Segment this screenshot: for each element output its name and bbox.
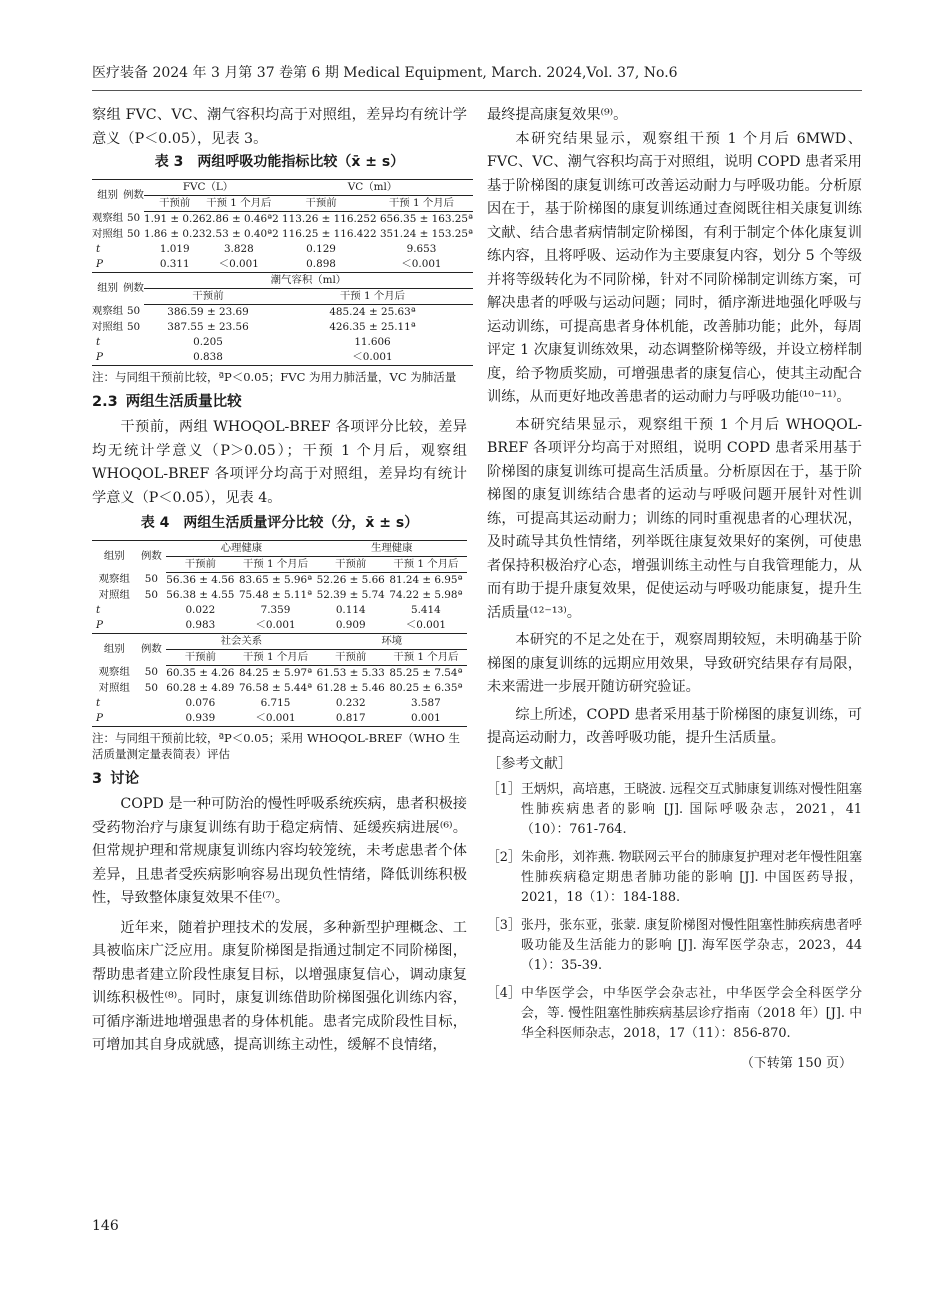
table-cell-c: 61.53 ± 5.33: [316, 666, 385, 679]
table-cell-d: 3.587: [411, 696, 441, 709]
table-cell-n: [137, 711, 167, 727]
t3-h-fvc: FVC（L）: [144, 179, 272, 195]
table-cell-b: 11.606: [354, 335, 391, 348]
discussion-paragraph-2: 近年来，随着护理技术的发展，多种新型护理概念、工具被临床广泛应用。康复阶梯图是指通过制定不同阶梯图，帮助患者建立阶段性康复目标，以增强康复信心，调动康复训练积极性⁽⁸⁾。同时，康复训练借助阶梯图强化训练内容，可循序渐进地增强患者的身体机能。患者完成阶段性目标，可增加其自身成就感，提高训练主动性，缓解不良情绪，: [92, 919, 467, 1053]
table-cell-g: 观察组: [98, 666, 130, 679]
t4-h-group: 组别: [92, 633, 137, 665]
t3-h-vc: VC（ml）: [272, 179, 473, 195]
table-cell-n: 50: [126, 212, 141, 225]
reference-number: ［2］: [487, 850, 521, 865]
table-cell-a: 1.019: [159, 242, 190, 255]
table-cell-b: 3.828: [223, 242, 254, 255]
section-3-heading: [92, 768, 467, 792]
t3-h-before: 干预前: [144, 195, 206, 211]
table-cell-d: 74.22 ± 5.98ª: [389, 588, 463, 601]
discussion-paragraph-5: 本研究的不足之处在于，观察周期较短，未明确基于阶梯图的康复训练的远期应用效果，导致研究结果存有局限，未来需进一步展开随访研究验证。: [487, 632, 862, 695]
table-cell-g: P: [96, 618, 103, 631]
table-cell-a: 387.55 ± 23.56: [167, 320, 249, 333]
table-cell-a: 1.91 ± 0.26: [143, 212, 206, 225]
right-column: [487, 104, 862, 1076]
t3-row-tv: [92, 350, 473, 366]
t4-h-env: 环境: [317, 633, 467, 649]
table-cell-a: 1.86 ± 0.23: [143, 227, 206, 240]
table-cell-a: 0.076: [185, 696, 216, 709]
table-cell-a: 60.35 ± 4.26: [166, 666, 235, 679]
t3-row: [92, 242, 473, 257]
table-cell-n: 50: [144, 588, 158, 601]
table-cell-n: [123, 335, 144, 350]
table-cell-n: 50: [144, 573, 158, 586]
t3-h-after: 干预 1 个月后: [370, 195, 473, 211]
table-cell-a: 0.022: [185, 603, 216, 616]
table-cell-b: ＜0.001: [218, 257, 259, 270]
t3-row-tv: [92, 335, 473, 350]
table-cell-n: 50: [126, 320, 141, 333]
table-cell-b: 76.58 ± 5.44ª: [238, 681, 313, 694]
t4-h-n: 例数: [137, 540, 167, 572]
table-cell-n: 50: [144, 681, 158, 694]
t4-h-group: 组别: [92, 540, 137, 572]
running-header: 医疗装备 2024 年 3 月第 37 卷第 6 期 Medical Equipment, March. 2024,Vol. 37, No.6: [92, 65, 678, 81]
conclusion-paragraph: 综上所述，COPD 患者采用基于阶梯图的康复训练，可提高运动耐力，改善呼吸功能，提升生活质量。: [487, 706, 862, 746]
table-cell-g: t: [96, 335, 101, 348]
t4-h-before: 干预前: [317, 556, 385, 572]
t4-h-phy: 生理健康: [317, 540, 467, 556]
table-cell-n: 50: [126, 305, 141, 318]
reference-text: 王炳炽，高培惠，王晓波. 远程交互式肺康复训练对慢性阻塞性肺疾病患者的影响 [J]. 国际呼吸杂志，2021，41（10）：761-764.: [521, 782, 862, 837]
t3-h-n: 例数: [123, 179, 144, 211]
results-paragraph-continued: 察组 FVC、VC、潮气容积均高于对照组，差异均有统计学意义（P＜0.05），见表 3。: [92, 107, 467, 147]
table-cell-d: 5.414: [411, 603, 441, 616]
table-cell-g: 对照组: [98, 681, 130, 694]
t4-row: [92, 572, 467, 588]
quality-of-life-paragraph: 干预前，两组 WHOQOL-BREF 各项评分比较，差异均无统计学意义（P＞0.05）；干预 1 个月后，观察组 WHOQOL-BREF 各项评分均高于对照组，差异均有统计学意义（P＜0.05），见表 4。: [92, 419, 467, 506]
table-cell-b: ＜0.001: [255, 618, 296, 631]
reference-number: ［3］: [487, 918, 521, 933]
t4-row-2: [92, 681, 467, 696]
table-cell-d: 80.25 ± 6.35ª: [389, 681, 463, 694]
section-title: 两组生活质量比较: [125, 393, 242, 410]
table-cell-d: ＜0.001: [401, 257, 442, 270]
table-cell-g: t: [96, 242, 101, 255]
reference-item: [487, 780, 862, 840]
table-cell-b: 2.53 ± 0.40ª: [205, 227, 273, 240]
reference-number: ［4］: [487, 986, 521, 1001]
t4-row-2: [92, 711, 467, 727]
table-cell-g: 对照组: [98, 588, 130, 601]
references-heading: ［参考文献］: [487, 755, 573, 772]
table-cell-c: 2 113.26 ± 116.25: [272, 212, 371, 225]
table-cell-n: 50: [126, 227, 141, 240]
table-cell-a: 60.28 ± 4.89: [166, 681, 235, 694]
table-cell-g: 观察组: [98, 573, 130, 586]
t3-row: [92, 211, 473, 227]
table-cell-d: ＜0.001: [405, 618, 446, 631]
table-cell-c: 52.39 ± 5.74: [316, 588, 385, 601]
t4-row-2: [92, 696, 467, 711]
t4-row: [92, 618, 467, 634]
table-cell-a: 0.983: [185, 618, 216, 631]
section-2-3-heading: [92, 391, 467, 415]
table-cell-a: 0.939: [166, 711, 234, 727]
table-cell-c: 2 116.25 ± 116.42: [272, 227, 371, 240]
t4-h-after: 干预 1 个月后: [385, 556, 467, 572]
t3-h-tv: 潮气容积（ml）: [144, 272, 473, 288]
table-cell-g: 观察组: [92, 212, 124, 225]
table-cell-a: 0.205: [193, 335, 223, 348]
table-cell-b: 485.24 ± 25.63ª: [329, 305, 416, 318]
table-cell-d: 9.653: [406, 242, 437, 255]
t3-h-before: 干预前: [144, 288, 272, 304]
t3-h-after: 干预 1 个月后: [206, 195, 273, 211]
discussion-paragraph-4: 本研究结果显示，观察组干预 1 个月后 WHOQOL-BREF 各项评分均高于对照组，说明 COPD 患者采用基于阶梯图的康复训练可提高生活质量。分析原因在于，基于阶梯图的康复训练结合患者的运动与呼吸问题开展针对性训练，可提高其运动耐力；训练的同时重视患者的心理状况，及时疏导其负性情绪，列举既往康复效果好的案例，可使患者保持积极治疗心态，增强训练主动性与自我管理能力，从而有助于提升康复效果，促使运动与呼吸功能康复，提升生活质量⁽¹²⁻¹³⁾。: [487, 416, 862, 621]
table-cell-b: ＜0.001: [272, 350, 473, 366]
table-cell-n: [123, 350, 144, 366]
table-cell-g: t: [96, 696, 101, 709]
t4-h-before: 干预前: [166, 649, 234, 665]
t4-h-soc: 社会关系: [166, 633, 316, 649]
table-cell-n: [137, 618, 167, 634]
table3-caption: 表 3 两组呼吸功能指标比较（x̄ ± s）: [154, 154, 405, 170]
table-cell-n: [137, 696, 167, 711]
section-number: 2.3: [92, 393, 118, 410]
reference-text: 张丹，张东亚，张蒙. 康复阶梯图对慢性阻塞性肺疾病患者呼吸功能及生活能力的影响 [J]. 海军医学杂志，2023，44（1）：35-39.: [521, 918, 862, 973]
table-cell-n: [123, 242, 144, 257]
reference-text: 朱俞彤，刘祚燕. 物联网云平台的肺康复护理对老年慢性阻塞性肺疾病稳定期患者肺功能的影响 [J]. 中国医药导报，2021，18（1）：184-188.: [521, 850, 862, 905]
table-cell-b: ＜0.001: [234, 711, 316, 727]
table-cell-c: 0.909: [335, 618, 366, 631]
table-cell-c: 0.898: [306, 257, 336, 270]
table-cell-g: P: [92, 350, 123, 366]
discussion-paragraph-1: COPD 是一种可防治的慢性呼吸系统疾病，患者积极接受药物治疗与康复训练有助于稳定病情、延缓疾病进展⁽⁶⁾。但常规护理和常规康复训练内容均较笼统，未考虑患者个体差异，且患者受疾病影响容易出现负性情绪，降低训练积极性，导致整体康复效果不佳⁽⁷⁾。: [92, 796, 467, 906]
table-cell-b: 426.35 ± 25.11ª: [329, 320, 416, 333]
table-cell-b: 2.86 ± 0.46ª: [205, 212, 273, 225]
table-cell-a: 0.838: [144, 350, 272, 366]
table-cell-a: 386.59 ± 23.69: [167, 305, 249, 318]
t3-row-tv: [92, 320, 473, 335]
table-cell-g: P: [96, 257, 103, 270]
t3-h-group: 组别: [92, 179, 123, 211]
t4-h-n: 例数: [137, 633, 167, 665]
t3-row: [92, 257, 473, 273]
table3-note: 注：与同组干预前比较，ªP＜0.05；FVC 为用力肺活量，VC 为肺活量: [92, 369, 457, 384]
table-cell-g: P: [92, 711, 137, 727]
reference-item: [487, 916, 862, 976]
t3-h-before: 干预前: [272, 195, 370, 211]
table-cell-d: 2 351.24 ± 153.25ª: [370, 227, 473, 240]
t4-h-before: 干预前: [166, 556, 234, 572]
t3-h-after: 干预 1 个月后: [272, 288, 473, 304]
t4-h-after: 干预 1 个月后: [234, 556, 316, 572]
reference-text: 中华医学会，中华医学会杂志社，中华医学会全科医学分会，等. 慢性阻塞性肺疾病基层诊疗指南（2018 年）[J]. 中华全科医师杂志，2018，17（11）：856-870.: [521, 986, 862, 1041]
table-cell-b: 7.359: [260, 603, 291, 616]
table-cell-g: t: [96, 603, 101, 616]
reference-item: [487, 848, 862, 908]
table-cell-g: 对照组: [92, 320, 124, 333]
table-cell-a: 56.38 ± 4.55: [166, 588, 235, 601]
page-number: 146: [92, 1218, 119, 1234]
table-cell-b: 75.48 ± 5.11ª: [238, 588, 313, 601]
table-cell-c: 0.114: [335, 603, 366, 616]
section-number: 3: [92, 770, 103, 787]
discussion-paragraph-2-end: 最终提高康复效果⁽⁹⁾。: [487, 107, 628, 123]
table-cell-c: 0.232: [335, 696, 366, 709]
t3-h-n: 例数: [123, 272, 144, 304]
left-column: [92, 104, 473, 1058]
table-cell-b: 84.25 ± 5.97ª: [238, 666, 313, 679]
table-cell-n: 50: [144, 666, 158, 679]
table-cell-c: 0.129: [306, 242, 336, 255]
table-cell-d: 85.25 ± 7.54ª: [389, 666, 463, 679]
t4-h-before: 干预前: [317, 649, 385, 665]
table4-note: 注：与同组干预前比较，ªP＜0.05；采用 WHOQOL-BREF（WHO 生活质量测定量表简表）评估: [92, 730, 461, 761]
table-cell-b: 83.65 ± 5.96ª: [238, 573, 313, 586]
t3-row-tv: [92, 304, 473, 320]
reference-list: [487, 780, 862, 1044]
continued-on-page: （下转第 150 页）: [740, 1056, 852, 1071]
table-cell-n: [137, 603, 167, 618]
table-cell-c: 0.817: [317, 711, 385, 727]
t4-h-after: 干预 1 个月后: [234, 649, 316, 665]
table-cell-d: 2 656.35 ± 163.25ª: [370, 212, 473, 225]
table-cell-d: 81.24 ± 6.95ª: [389, 573, 463, 586]
t3-row: [92, 227, 473, 242]
t4-h-after: 干预 1 个月后: [385, 649, 467, 665]
table-cell-b: 6.715: [260, 696, 291, 709]
table-cell-d: 0.001: [385, 711, 467, 727]
table-cell-c: 61.28 ± 5.46: [316, 681, 385, 694]
table-cell-a: 56.36 ± 4.56: [166, 573, 235, 586]
discussion-paragraph-3: 本研究结果显示，观察组干预 1 个月后 6MWD、FVC、VC、潮气容积均高于对照组，说明 COPD 患者采用基于阶梯图的康复训练可改善运动耐力与呼吸功能。分析原因在于，基于阶梯图的康复训练通过查阅既往相关康复训练文献、结合患者病情制定阶梯图，有利于制定个体化康复训练内容，且将呼吸、运动作为主要康复内容，划分 5 个等级并将等级转化为不同阶梯，针对不同阶梯制定训练方案，可解决患者的呼吸与运动问题；同时，循序渐进地强化呼吸与运动训练，可提高患者身体机能，改善肺功能；此外，每周评定 1 次康复训练效果，动态调整阶梯等级，并设立榜样制度，给予物质奖励，可增强患者的康复信心，使其主动配合训练，从而更好地改善患者的运动耐力与呼吸功能⁽¹⁰⁻¹¹⁾。: [487, 130, 862, 405]
reference-number: ［1］: [487, 782, 521, 797]
t4-row: [92, 588, 467, 603]
table-cell-c: 52.26 ± 5.66: [316, 573, 385, 586]
table-cell-a: 0.311: [159, 257, 190, 270]
t4-row: [92, 603, 467, 618]
table-cell-n: [123, 257, 144, 273]
table3: [92, 179, 473, 366]
t4-row-2: [92, 665, 467, 681]
table-cell-g: 观察组: [92, 305, 124, 318]
table4-caption: 表 4 两组生活质量评分比较（分，x̄ ± s）: [140, 515, 419, 531]
header-rule: [92, 90, 862, 91]
section-title: 讨论: [110, 770, 140, 787]
table-cell-g: 对照组: [92, 227, 124, 240]
t3-h-group: 组别: [92, 272, 123, 304]
table4: [92, 540, 467, 727]
reference-item: [487, 984, 862, 1044]
t4-h-psy: 心理健康: [166, 540, 316, 556]
